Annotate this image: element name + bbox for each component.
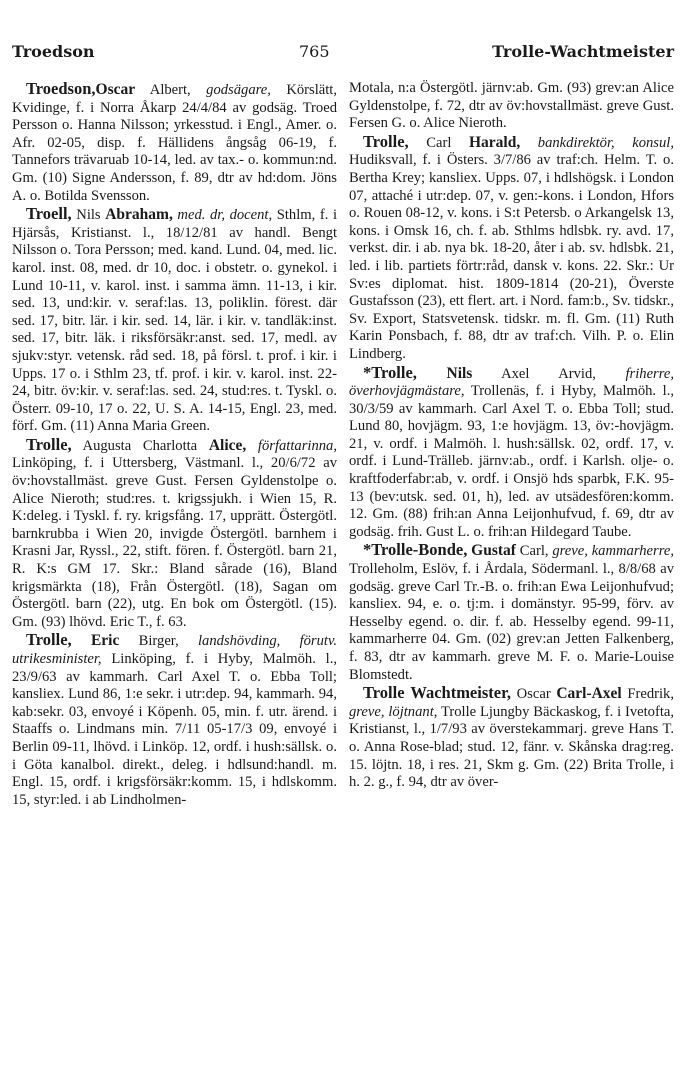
entry-title: friherre, överhovjägmästare, xyxy=(349,365,674,400)
entry-body: Trolleholm, Eslöv, f. i Årdala, Södermanl. l., 8/8/68 av godsäg. greve Carl Tr.-B. o. frih:an Ewa Leijonhufvud; kansliex. 94, e. o. tj:m. i domänstyr. 95-99, förv. av Hesselby egend. o. dir. f. ab. Hesselby egend. 99-11, kammarherre 04. Gm. (02) grev:an Jetten Falkenberg, f. 83, dtr av kammarh. greve M. F. o. Marie-Louise Blomstedt. xyxy=(349,561,674,683)
entry-given-names xyxy=(417,366,447,382)
right-column xyxy=(349,80,674,1072)
entry-trolle-eric xyxy=(12,631,337,809)
entry-surname: Troedson, xyxy=(26,80,96,98)
entry-title: greve, löjtnant, xyxy=(349,703,438,720)
running-head-right: Trolle-Wachtmeister xyxy=(492,42,674,61)
entry-surname: Troell, xyxy=(26,204,72,224)
left-column xyxy=(12,80,337,1072)
entry-given-names: Augusta Charlotta xyxy=(71,437,209,454)
entry-primary-name: Eric xyxy=(90,632,120,650)
entry-surname: Trolle, xyxy=(26,434,72,454)
page-number: 765 xyxy=(299,42,330,61)
entry-body: Hudiksvall, f. i Östers. 3/7/86 av traf:ch. Helm. T. o. Bertha Krey; kansliex. Upps. 07, i hdlshögsk. i London 07, attaché i utr:dep. 07, v. gen:-kons. i London, Hfors o. Rouen 08-12, v. kons. i S:t Petersb. o Arkangelsk 13, kons. i Omsk 16, ch. f. ab. Sthlms hdlsbk. ry. avd. 17, verkst. dir. i ab. nya bk. 18-20, åter i ab. sv. hdlsbk. 21, led. i lib. partiets förtr:råd, dansk v. kons. 22. Skr.: Ur Sv:es diplomat. hist. 1809-1814 (20-21), Överste Gustafsson (23), ett flert. art. i Nord. fam:b., Sv. tidskr., Sv. Export, Statsvetensk. tidskr. m. fl. Gm. (11) Ruth Karin Ponsbach, f. 88, dtr av traf:ch. Vilh. P. o. Elin Lindberg. xyxy=(349,152,674,362)
entry-surname: *Trolle, xyxy=(363,362,417,382)
entry-troedson-oscar xyxy=(12,80,337,205)
entry-surname: Trolle, xyxy=(363,131,409,151)
entry-trolle-nils-axel xyxy=(349,364,674,542)
entry-given-names: Nils xyxy=(71,207,106,224)
entry-other-names: Axel Arvid, xyxy=(472,365,596,382)
entry-primary-name: Alice, xyxy=(208,436,247,454)
entry-trolle-carl-harald xyxy=(349,133,674,364)
entry-primary-name: Abraham, xyxy=(105,206,173,224)
entry-primary-name: Nils xyxy=(446,364,473,382)
text-columns xyxy=(12,80,674,1072)
entry-other-names: Birger, xyxy=(119,633,179,650)
running-head-left: Troedson xyxy=(12,42,95,61)
entry-body: Trolle Ljungby Bäckaskog, f. i Ivetofta, Kristianst, l., 1/7/93 av överstekammarj. greve Hans T. o. Anna Rose-blad; stud. 12, fänr. v. Skånska drag:reg. 15. löjtn. 18, i res. 21, Skm g. Gm. (22) Brita Trolle, i h. 2. g., f. 94, dtr av över- xyxy=(349,703,674,791)
entry-other-names: Carl, xyxy=(515,543,549,560)
entry-other-names: Albert, xyxy=(135,82,191,98)
entry-trolle-augusta xyxy=(12,436,337,632)
entry-given-names: Oscar xyxy=(511,686,557,703)
entry-title: med. dr, docent, xyxy=(172,207,273,224)
entry-given-names: Carl xyxy=(408,134,469,151)
entry-title: landshövding, förutv. utrikesminister, xyxy=(12,633,337,667)
entry-trolle-bonde-gustaf xyxy=(349,541,674,684)
entry-body: Trollenäs, f. i Hyby, Malmöh. l., 30/3/59 av kammarh. Carl Axel T. o. Ebba Toll; stud. Lund 80, hovjägm. 93, 1:e hovjägm. 13, öv:-hovjägm. 21, v. ordf. i Malmöh. l. hush:sällsk. 02, ordf. 17, v. ordf. i Lund-Trälleb. järnv:ab., ordf. i Karlsh. olje- o. kraftfoderfabr:ab, v. ordf. i Onsjö hds sparbk, F.K. 95-13 (bev:utsk. sed. 01, h), led. av utsädesfören:komm. 12. Gm. (88) frih:an Anna Leijonhufvud, f. 69, dtr av godsäg. frih. Gust L. o. frih:an Hildegard Taube. xyxy=(349,383,674,540)
entry-body: Körslätt, Kvidinge, f. i Norra Åkarp 24/4/84 av godsäg. Troed Persson o. Hanna Nilsson; yrkesstud. i Engl., Amer. o. Afr. 02-05, disp. f. Hällidens ångsåg 06-19, f. Tannefors trävaruab 10-14, led. av tax.- o. kommun:nd. Gm. (10) Signe Andersson, f. 89, dtr av hd:dom. Jöns A. o. Botilda Svensson. xyxy=(12,82,337,204)
entry-surname: *Trolle-Bonde, xyxy=(363,540,468,560)
entry-surname: Trolle, xyxy=(26,630,72,650)
entry-primary-name: Carl-Axel xyxy=(556,685,622,703)
entry-title: bankdirektör, konsul, xyxy=(520,134,674,151)
entry-body: Linköping, f. i Uttersberg, Västmanl. l., 20/6/72 av öv:hovstallmäst. greve Gust. Fersen Gyldenstolpe o. Alice Nieroth; stud:res. t. krigssjukh. i Wien 15, R. K:deleg. i Tyskl. f. ry. krigsfång. 17, upprätt. Östergötl. barnkrubba i Wien 20, invigde Östergötl. barnhem i Krasni Jar, Ryssl., 22, stift. fören. f. Östergötl. barn 21, R. K:s GM 17. Skr.: Bland sårade (16), Bland krigsmärkta (18), Från Östergötl. (18), Sagan om Östergötl. barn (22), utg. En bok om Östergötl. (15). Gm. (93) lhövd. Eric T., f. 63. xyxy=(12,455,337,630)
entry-surname: Trolle Wachtmeister, xyxy=(363,683,512,703)
entry-trolle-wachtmeister-oscar xyxy=(349,684,674,792)
entry-body: Sthlm, f. i Hjärsås, Kristianst. l., 18/12/81 av handl. Bengt Nilsson o. Tora Persson; med. kand. Lund. 04, med. lic. karol. inst. 08, med. dr 10, doc. i obstetr. o. gynekol. i Lund 10-11, v. karol. inst. i samma ämn. 11-13, i kir. sed. 13, und:kir. v. seraf:las. 13, poliklin. förest. där sed. 17, bitr. lär. i kir. sed. 14, lär. i kir. v. tandläk:inst. sed. 17, bitr. läk. i riksförsäkr:anst. sed. 17, medl. av sjukv:styr. vetensk. råd sed. 18, på försl. t. prof. i kir. i Upps. 17 o. i Sthlm 23, tf. prof. i kir. v. karol. inst. 22-24, bitr. öv:kir. v. seraf:las. sed. 24, stud:res. t. Tyskl. o. Österr. 09-10, 17 o. 22, U. S. A. 14-15, Engl. 23, med. förf. Gm. (11) Anna Maria Green. xyxy=(12,207,337,435)
entry-title: godsägare, xyxy=(190,82,271,98)
entry-title: författarinna, xyxy=(246,437,337,454)
entry-other-names: Fredrik, xyxy=(621,686,674,703)
page-header xyxy=(12,42,674,66)
entry-body: Linköping, f. i Hyby, Malmöh. l., 23/9/63 av kammarh. Carl Axel T. o. Ebba Toll; kansliex. Lund 86, 1:e sekr. i utr:dep. 94, kammarh. 94, kab:sekr. 03, envoyé i Köpenh. 05, min. f. utr. ärend. i Staaffs o. Lindmans min. 7/11 05-17/3 09, envoyé i Berlin 09-11, lhövd. i Linköp. 12, ordf. i hush:sällsk. o. i Göta kanalbol. direkt., deleg. i hdlsund:handl. m. Engl. 15, ordf. i krigsförsäkr:komm. 15, i hdlskomm. 15, styr:led. i ab Lindholmen- xyxy=(12,651,337,808)
entry-body: Motala, n:a Östergötl. järnv:ab. Gm. (93) grev:an Alice Gyldenstolpe, f. 72, dtr av öv:hovstallmäst. greve Gust. Fersen G. o. Alice Nieroth. xyxy=(349,80,674,132)
entry-primary-name: Oscar xyxy=(95,81,136,98)
entry-primary-name: Gustaf xyxy=(471,542,516,560)
entry-primary-name: Harald, xyxy=(468,133,521,151)
entry-title: greve, kammarherre, xyxy=(548,543,674,560)
entry-trolle-eric-cont xyxy=(349,80,674,133)
entry-troell-nils xyxy=(12,205,337,436)
entry-given-names xyxy=(72,633,91,649)
